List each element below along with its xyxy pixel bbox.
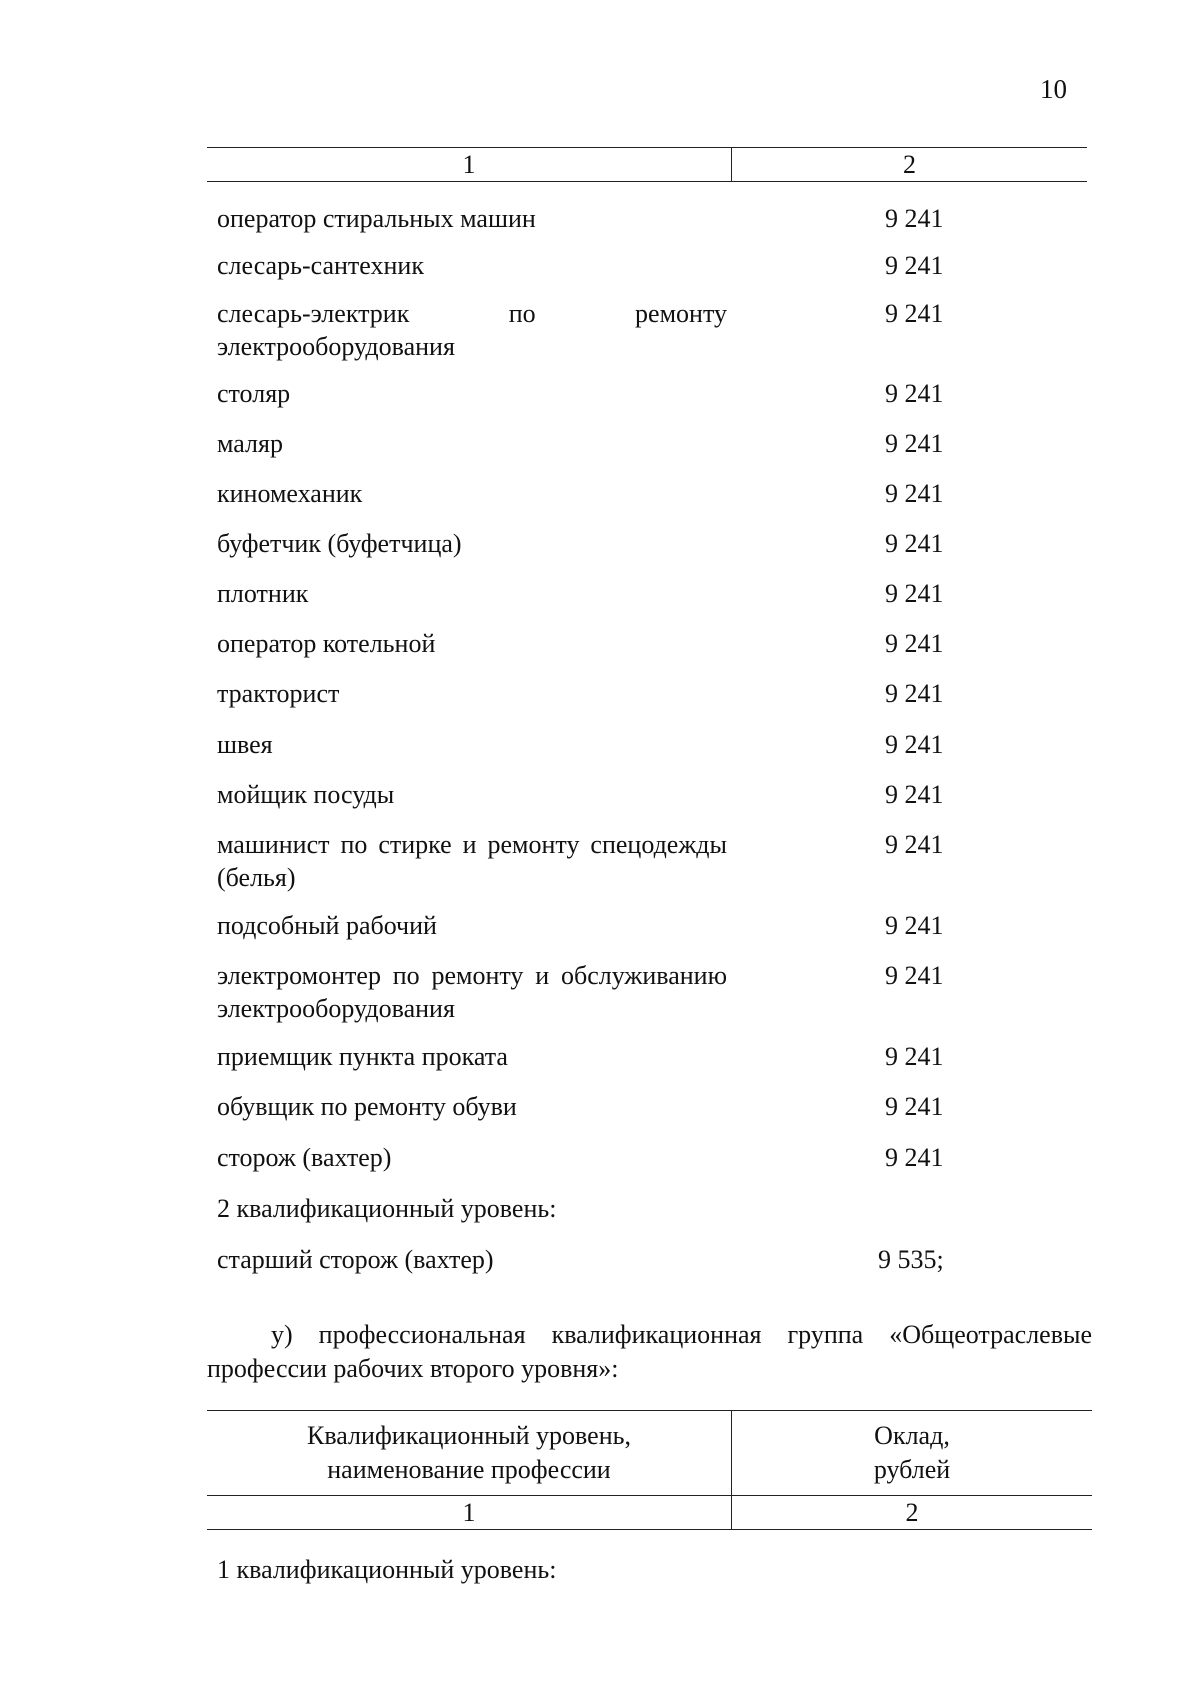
salary-value: 9 241: [885, 730, 944, 759]
header-qualification-level: [207, 1411, 732, 1495]
salary-value: 9 241: [885, 1092, 944, 1121]
column-number-2: 2: [903, 150, 916, 179]
salary-value: 9 241: [885, 429, 944, 458]
table-header-row: [207, 1410, 1092, 1496]
salary-table-header: [207, 1410, 1092, 1530]
profession-name: оператор котельной: [217, 629, 436, 658]
section-paragraph: у) профессиональная квалификационная группа «Общеотраслевые профессии рабочих второго уровня»:: [207, 1320, 1092, 1383]
salary-value: 9 535;: [878, 1245, 944, 1274]
salary-value: 9 241: [885, 579, 944, 608]
profession-name: швея: [217, 730, 273, 759]
salary-value: 9 241: [885, 299, 944, 328]
salary-value: 9 241: [885, 204, 944, 233]
salary-value: 9 241: [885, 629, 944, 658]
profession-name: слесарь-электрик по ремонту электрооборудования: [217, 299, 727, 361]
header-qualification-level-text: Квалификационный уровень, наименование профессии: [307, 1421, 631, 1484]
salary-value: 9 241: [885, 479, 944, 508]
column-number-2: 2: [905, 1498, 919, 1527]
profession-name: мойщик посуды: [217, 780, 395, 809]
salary-value: 9 241: [885, 830, 944, 859]
profession-name: машинист по стирке и ремонту спецодежды (белья): [217, 830, 727, 892]
profession-name: плотник: [217, 579, 309, 608]
column-number-1: 1: [207, 148, 732, 181]
qualification-level-label: 2 квалификационный уровень:: [217, 1194, 557, 1223]
profession-name: киномеханик: [217, 479, 363, 508]
salary-value: 9 241: [885, 961, 944, 990]
profession-name: приемщик пункта проката: [217, 1042, 508, 1071]
profession-name: слесарь-сантехник: [217, 251, 424, 280]
profession-name: электромонтер по ремонту и обслуживанию электрооборудования: [217, 961, 727, 1023]
profession-name: подсобный рабочий: [217, 911, 437, 940]
profession-name: оператор стиральных машин: [217, 204, 536, 233]
profession-name: буфетчик (буфетчица): [217, 529, 462, 558]
salary-value: 9 241: [885, 529, 944, 558]
column-number-row: [207, 1496, 1092, 1530]
salary-value: 9 241: [885, 780, 944, 809]
page-number: 10: [1040, 74, 1067, 104]
salary-table: [207, 147, 1087, 1274]
column-number-1: 1: [207, 1496, 732, 1529]
profession-name: маляр: [217, 429, 283, 458]
qualification-level-label: 1 квалификационный уровень:: [217, 1555, 557, 1584]
salary-value: 9 241: [885, 379, 944, 408]
salary-value: 9 241: [885, 251, 944, 280]
salary-value: 9 241: [885, 911, 944, 940]
header-salary-text: Оклад, рублей: [873, 1421, 951, 1484]
header-salary: [732, 1411, 1092, 1495]
profession-name: столяр: [217, 379, 291, 408]
profession-name: сторож (вахтер): [217, 1143, 392, 1172]
column-number-row: [207, 147, 1087, 182]
salary-value: 9 241: [885, 1042, 944, 1071]
salary-value: 9 241: [885, 679, 944, 708]
salary-value: 9 241: [885, 1143, 944, 1172]
profession-name: обувщик по ремонту обуви: [217, 1092, 517, 1121]
profession-name: старший сторож (вахтер): [217, 1245, 494, 1274]
profession-name: тракторист: [217, 679, 340, 708]
